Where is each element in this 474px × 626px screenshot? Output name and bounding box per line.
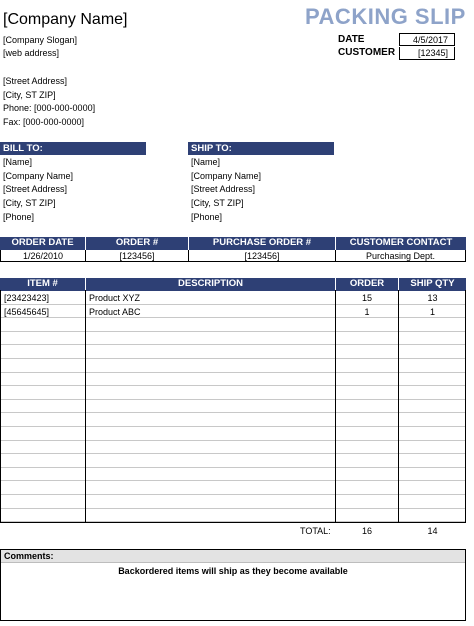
grid-line	[0, 344, 466, 345]
bill-to-street: [Street Address]	[3, 184, 68, 194]
grid-line	[0, 508, 466, 509]
bill-to-company: [Company Name]	[3, 171, 74, 181]
grid-line	[465, 290, 466, 523]
bill-to-phone: [Phone]	[3, 212, 35, 222]
order-info-header-cells	[0, 237, 466, 250]
description-cell[interactable]: Product XYZ	[89, 293, 141, 303]
company-fax: Fax: [000-000-0000]	[3, 117, 85, 127]
order-qty-cell[interactable]: 1	[364, 307, 370, 317]
grid-line	[0, 440, 466, 441]
customer-contact-col-header: CUSTOMER CONTACT	[349, 237, 453, 248]
company-phone: Phone: [000-000-0000]	[3, 103, 96, 113]
description-cell[interactable]: Product ABC	[89, 307, 141, 317]
grid-line	[0, 358, 466, 359]
grid-line	[0, 426, 466, 427]
web-address: [web address]	[3, 48, 60, 58]
grid-line	[0, 399, 466, 400]
ship-to-city: [City, ST ZIP]	[191, 198, 244, 208]
ship-to-name: [Name]	[191, 157, 221, 167]
company-city: [City, ST ZIP]	[3, 90, 56, 100]
grid-line	[398, 290, 399, 523]
customer-value[interactable]: [12345]	[399, 47, 455, 60]
total-label: TOTAL:	[300, 526, 331, 536]
ship-to-company: [Company Name]	[191, 171, 262, 181]
ship-qty-cell[interactable]: 1	[429, 307, 435, 317]
bill-to-name: [Name]	[3, 157, 33, 167]
comments-text[interactable]: Backordered items will ship as they become available	[118, 566, 348, 576]
ship-to-header: SHIP TO:	[188, 142, 334, 155]
purchase-order-col-header: PURCHASE ORDER #	[212, 237, 312, 248]
ship-to-street: [Street Address]	[191, 184, 256, 194]
grid-line	[0, 467, 466, 468]
items-table	[0, 290, 466, 523]
customer-contact-value[interactable]: Purchasing Dept.	[335, 250, 466, 262]
ship-qty-cell[interactable]: 13	[427, 293, 438, 303]
bill-to-header: BILL TO:	[0, 142, 146, 155]
ship-qty-col-header: SHIP QTY	[410, 278, 455, 289]
grid-line	[335, 290, 336, 523]
document-title: PACKING SLIP	[305, 4, 466, 29]
date-value[interactable]: 4/5/2017	[399, 33, 455, 46]
grid-line	[0, 480, 466, 481]
item-number-cell[interactable]: [45645645]	[4, 307, 50, 317]
order-date-col-header: ORDER DATE	[11, 237, 74, 248]
company-street: [Street Address]	[3, 76, 68, 86]
date-label: DATE	[338, 34, 365, 45]
total-ship-qty: 14	[427, 526, 438, 536]
item-number-cell[interactable]: [23423423]	[4, 293, 50, 303]
ship-to-phone: [Phone]	[191, 212, 223, 222]
company-slogan: [Company Slogan]	[3, 35, 78, 45]
order-date-value[interactable]: 1/26/2010	[0, 250, 86, 262]
grid-line	[0, 304, 466, 305]
grid-line	[85, 290, 86, 523]
customer-label: CUSTOMER	[338, 47, 396, 58]
order-number-value[interactable]: [123456]	[85, 250, 189, 262]
item-number-col-header: ITEM #	[27, 278, 58, 289]
grid-line	[0, 412, 466, 413]
comments-box[interactable]	[0, 549, 466, 621]
company-name: [Company Name]	[3, 11, 128, 28]
grid-line	[0, 453, 466, 454]
total-order-qty: 16	[361, 526, 372, 536]
order-number-col-header: ORDER #	[115, 237, 159, 248]
grid-line	[0, 372, 466, 373]
grid-line	[0, 331, 466, 332]
grid-line	[0, 494, 466, 495]
order-qty-col-header: ORDER	[349, 278, 385, 289]
grid-line	[0, 290, 1, 523]
order-qty-cell[interactable]: 15	[361, 293, 372, 303]
purchase-order-value[interactable]: [123456]	[188, 250, 336, 262]
grid-line	[0, 522, 466, 523]
description-col-header: DESCRIPTION	[178, 278, 243, 289]
comments-label: Comments:	[1, 550, 465, 563]
grid-line	[0, 385, 466, 386]
bill-to-city: [City, ST ZIP]	[3, 198, 56, 208]
